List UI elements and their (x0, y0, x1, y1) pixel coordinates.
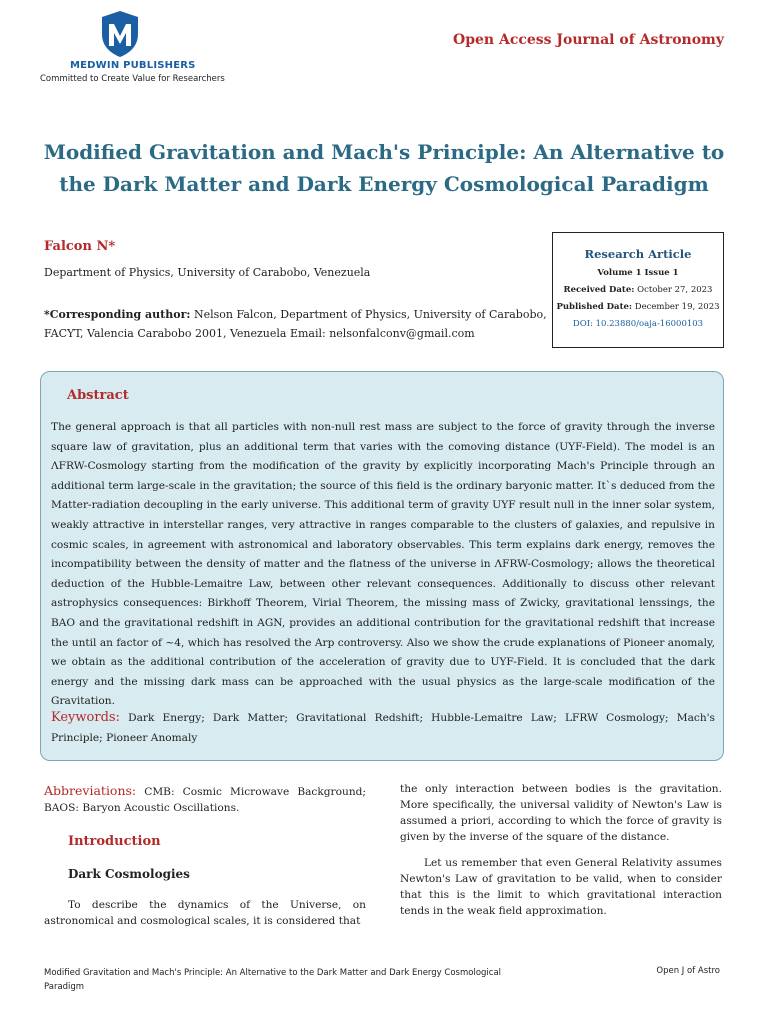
paper-title: Modified Gravitation and Mach's Principle: An Alternative to the Dark Matter and Dark Energy Cosmological Paradigm (43, 140, 725, 196)
received-date: October 27, 2023 (637, 285, 713, 295)
abstract-box (40, 371, 724, 761)
publisher-tagline: Committed to Create Value for Researchers (40, 74, 225, 84)
published-date-line (553, 302, 723, 312)
keywords (51, 708, 715, 748)
volume-issue: Volume 1 Issue 1 (597, 268, 679, 278)
author-department: Department of Physics, University of Carabobo, Venezuela (44, 266, 371, 279)
right-paragraph-2: Let us remember that even General Relativity assumes Newton's Law of gravitation to be valid, when to consider that this is the limit to which gravitational interaction tends in the weak field approximation. (400, 857, 722, 917)
article-info-box (552, 232, 724, 348)
introduction-heading: Introduction (68, 834, 161, 849)
right-paragraph-1: the only interaction between bodies is the gravitation. More specifically, the universal validity of Newton's Law is assumed a priori, according to which the force of gravity is given by the inverse of the square of the distance. (400, 783, 722, 843)
corresponding-text: Nelson Falcon, Department of Physics, University of Carabobo, FACYT, Valencia Carabobo 2001, Venezuela Email: nelsonfalconv@gmail.com (44, 308, 547, 340)
doi-link[interactable]: DOI: 10.23880/oaja-16000103 (572, 319, 704, 329)
medwin-shield-icon (100, 10, 140, 58)
abstract-text: The general approach is that all particles with non-null rest mass are subject to the force of gravity through the inverse square law of gravitation, plus an additional term that varies with the comoving distance (UYF-Field). The model is an ΛFRW-Cosmology starting from the modification of the gravity by explicitly incorporating Mach's Principle through an additional term large-scale in the gravitation; the source of this field is the ordinary baryonic matter. It`s deduced from the Matter-radiation decoupling in the early universe. This additional term of gravity UYF result null in the inner solar system, weakly attractive in interstellar ranges, very attractive in ranges comparable to the clusters of galaxies, and repulsive in cosmic scales, in agreement with astronomical and laboratory observables. This term explains dark energy, removes the incompatibility between the density of matter and the flatness of the universe in ΛFRW-Cosmology; allows the theoretical deduction of the Hubble-Lemaitre Law, between other relevant consequences. Additionally to discuss other relevant astrophysics consequences: Birkhoff Theorem, Virial Theorem, the missing mass of Zwicky, gravitational lenssings, the BAO and the gravitational redshift in AGN, provides an additional contribution for the gravitational redshift that increase the until an factor of ~4, which has resolved the Arp controversy. Also we show the crude explanations of Pioneer anomaly, we obtain as the additional contribution of the acceleration of gravity due to UYF-Field. It is concluded that the dark energy and the missing dark mass can be approached with the usual physics as the large-scale modification of the Gravitation. (51, 421, 715, 708)
dark-cosmologies-heading: Dark Cosmologies (68, 867, 190, 881)
abbreviations-text: CMB: Cosmic Microwave Background; BAOS: Baryon Acoustic Oscillations. (44, 786, 366, 814)
journal-name: Open Access Journal of Astronomy (453, 32, 724, 48)
abbreviations-label: Abbreviations: (44, 783, 137, 798)
footer-running-title: Modified Gravitation and Mach's Principle: An Alternative to the Dark Matter and Dark Energy Cosmological Paradigm (44, 968, 502, 992)
keywords-label: Keywords: (51, 710, 120, 725)
abbreviations (44, 783, 366, 816)
received-label: Received Date: (563, 285, 635, 295)
corresponding-author (44, 305, 549, 343)
article-type: Research Article (584, 247, 692, 261)
intro-paragraph: To describe the dynamics of the Universe, on astronomical and cosmological scales, it is considered that (44, 899, 366, 927)
corresponding-label: *Corresponding author: (44, 308, 191, 321)
publisher-name: MEDWIN PUBLISHERS (70, 60, 196, 71)
published-date: December 19, 2023 (634, 302, 720, 312)
published-label: Published Date: (556, 302, 633, 312)
publisher-logo (40, 8, 230, 88)
author-name: Falcon N* (44, 239, 116, 254)
footer-journal: Open J of Astro (656, 966, 720, 976)
body-right-column (400, 781, 722, 919)
received-date-line (553, 285, 723, 295)
body-left-column (44, 783, 366, 929)
keywords-text: Dark Energy; Dark Matter; Gravitational Redshift; Hubble-Lemaitre Law; LFRW Cosmology; Mach's Principle; Pioneer Anomaly (51, 712, 715, 744)
abstract-heading: Abstract (67, 388, 129, 403)
